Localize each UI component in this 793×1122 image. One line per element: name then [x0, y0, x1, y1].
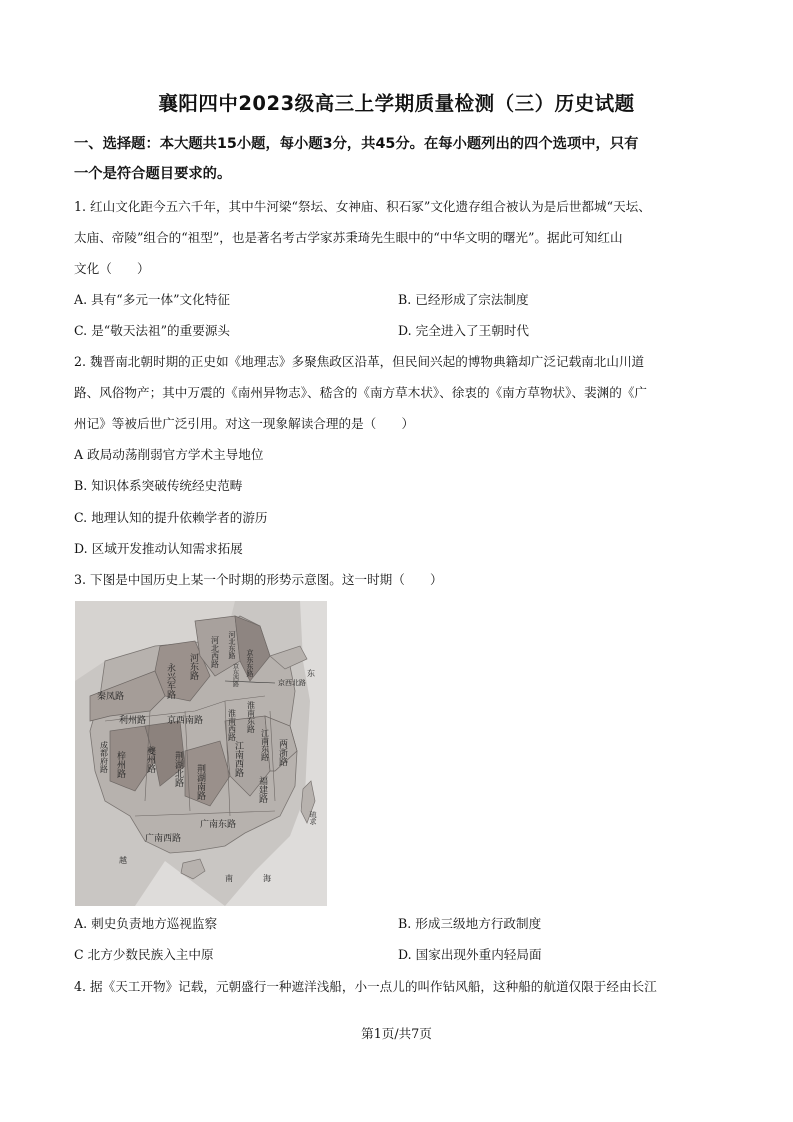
- q4-stem-line-1: 4. 据《天工开物》记载，元朝盛行一种遮洋浅船，小一点儿的叫作钻风船，这种船的航道仅限于经由长江: [74, 979, 657, 994]
- q1-option-a[interactable]: A. 具有“多元一体”文化特征: [74, 292, 230, 307]
- q3-option-b[interactable]: B. 形成三级地方行政制度: [398, 916, 542, 931]
- q2-stem-line-3: 州记》等被后世广泛引用。对这一现象解读合理的是（ ）: [74, 416, 415, 431]
- q1-option-d[interactable]: D. 完全进入了王朝时代: [398, 323, 529, 338]
- label-jiangnandong: 江南东路: [260, 729, 270, 761]
- q2-option-a[interactable]: A 政局动荡削弱官方学术主导地位: [74, 447, 264, 462]
- label-kuizhou: 夔州路: [145, 746, 155, 773]
- q1-stem-line-3: 文化（ ）: [74, 261, 150, 276]
- label-zizhou: 梓州路: [115, 751, 125, 778]
- label-guangnandong: 广南东路: [200, 820, 237, 830]
- label-hai: 海: [263, 874, 271, 883]
- label-lizhou: 利州路: [119, 716, 147, 726]
- q1-stem-line-2: 太庙、帝陵”组合的“祖型”，也是著名考古学家苏秉琦先生眼中的“中华文明的曙光”。据此可知红山: [74, 230, 623, 245]
- label-yue: 越: [119, 856, 127, 865]
- section-heading-line-2: 一个是符合题目要求的。: [74, 166, 232, 182]
- q2-stem-line-1: 2. 魏晋南北朝时期的正史如《地理志》多聚焦政区沿革，但民间兴起的博物典籍却广泛记载南北山川道: [74, 354, 645, 369]
- label-jingdongxi: 京东西路: [231, 663, 239, 687]
- label-guangnanxi: 广南西路: [145, 834, 182, 844]
- label-hedong: 河东路: [188, 653, 198, 680]
- label-chengdu: 成都府路: [99, 741, 109, 773]
- section-heading-line-1: 一、选择题：本大题共15小题，每小题3分，共45分。在每小题列出的四个选项中，只有: [74, 136, 639, 152]
- label-hebeixi: 河北西路: [210, 636, 220, 668]
- q3-option-d[interactable]: D. 国家出现外重内轻局面: [398, 947, 542, 962]
- q1-option-b[interactable]: B. 已经形成了宗法制度: [398, 292, 529, 307]
- label-yongxing: 永兴军路: [165, 663, 175, 699]
- song-dynasty-map: [75, 601, 327, 906]
- label-jingxinan: 京西南路: [167, 716, 204, 726]
- q2-option-d[interactable]: D. 区域开发推动认知需求拓展: [74, 541, 243, 556]
- label-fujian: 福建路: [257, 776, 267, 803]
- page-footer: 第1页/共7页: [361, 1026, 432, 1041]
- q3-stem: 3. 下图是中国历史上某一个时期的形势示意图。这一时期（ ）: [74, 572, 443, 587]
- q3-option-a[interactable]: A. 刺史负责地方巡视监察: [74, 916, 218, 931]
- label-nan: 南: [225, 874, 233, 883]
- q1-option-c[interactable]: C. 是“敬天法祖”的重要源头: [74, 323, 231, 338]
- page-title: 襄阳四中2023级高三上学期质量检测（三）历史试题: [158, 92, 635, 115]
- label-liangzhe: 两浙路: [277, 739, 287, 766]
- label-liuqiu: 琉求: [309, 811, 317, 825]
- q2-stem-line-2: 路、风俗物产；其中万震的《南州异物志》、嵇含的《南方草木状》、徐衷的《南方草物状》、裴渊的《广: [74, 385, 648, 400]
- label-qinfeng: 秦凤路: [97, 692, 125, 702]
- label-huainandong: 淮南东路: [246, 701, 256, 733]
- q3-option-c[interactable]: C 北方少数民族入主中原: [74, 947, 214, 962]
- label-dong: 东: [307, 669, 315, 678]
- label-jingdong: 京东东路: [246, 649, 254, 677]
- label-jinghubei: 荆湖北路: [173, 751, 183, 787]
- q2-option-b[interactable]: B. 知识体系突破传统经史范畴: [74, 478, 243, 493]
- label-hebeidong: 河北东路: [228, 631, 236, 659]
- q1-stem-line-1: 1. 红山文化距今五六千年，其中牛河梁“祭坛、女神庙、积石冢”文化遗存组合被认为是后世都城“天坛、: [74, 199, 651, 214]
- q2-option-c[interactable]: C. 地理认知的提升依赖学者的游历: [74, 510, 268, 525]
- label-jingxibei: 京西北路: [278, 679, 306, 687]
- label-huainanxi: 淮南西路: [227, 709, 237, 741]
- label-jinghunan: 荆湖南路: [195, 764, 205, 800]
- label-jiangnanxi: 江南西路: [233, 741, 243, 777]
